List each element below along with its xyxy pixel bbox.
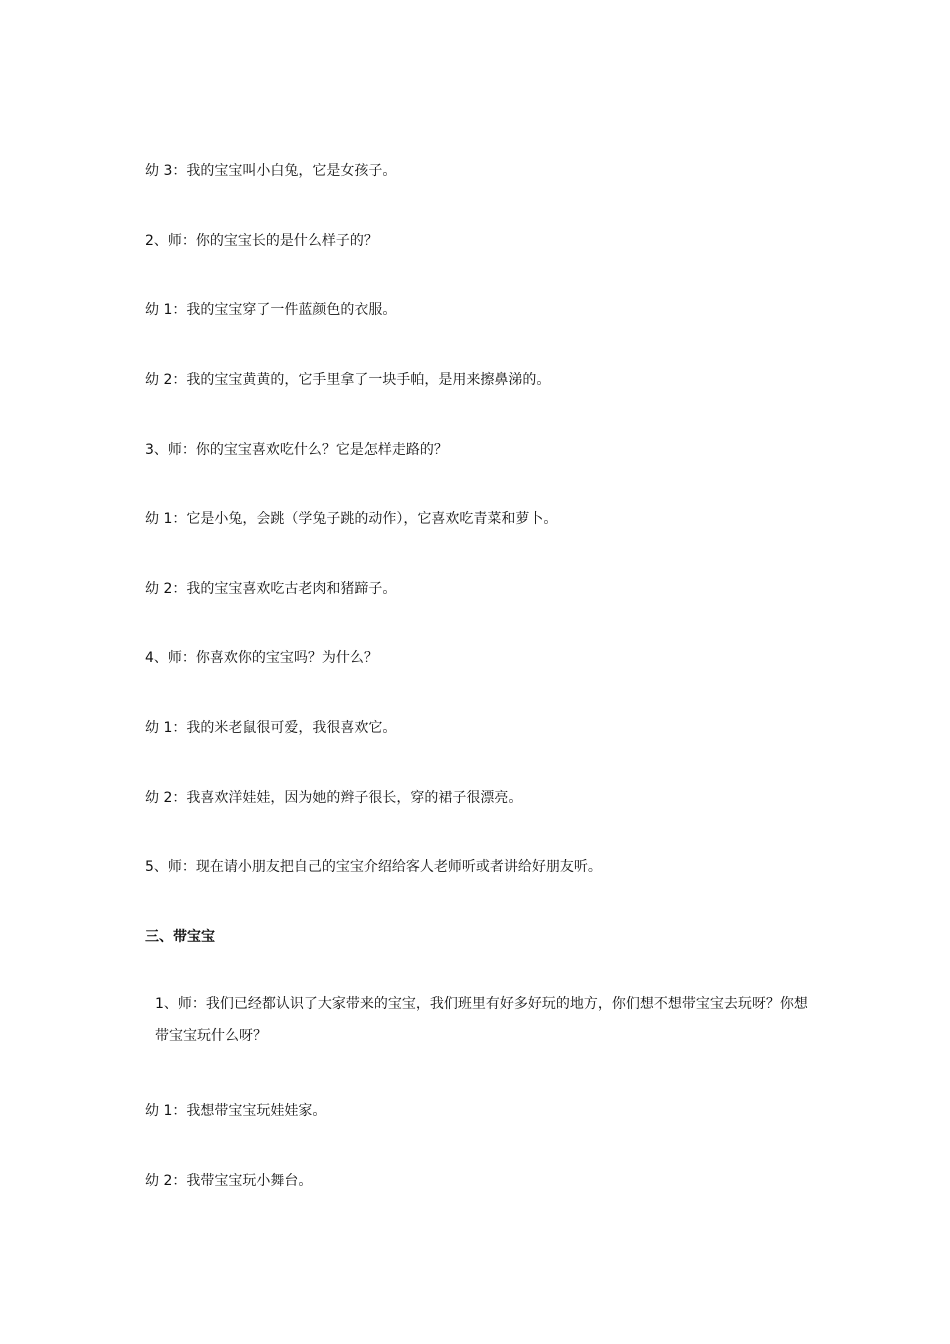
dialogue-line: 幼 2：我带宝宝玩小舞台。 (145, 1173, 313, 1189)
dialogue-line: 幼 3：我的宝宝叫小白兔，它是女孩子。 (145, 163, 397, 179)
dialogue-line: 幼 1：它是小兔，会跳（学兔子跳的动作），它喜欢吃青菜和萝卜。 (145, 511, 558, 527)
dialogue-line: 幼 1：我的宝宝穿了一件蓝颜色的衣服。 (145, 302, 397, 318)
dialogue-line: 3、师：你的宝宝喜欢吃什么？它是怎样走路的？ (145, 442, 448, 458)
dialogue-line: 4、师：你喜欢你的宝宝吗？为什么？ (145, 650, 378, 666)
dialogue-line: 2、师：你的宝宝长的是什么样子的？ (145, 233, 378, 249)
dialogue-line: 幼 2：我的宝宝黄黄的，它手里拿了一块手帕，是用来擦鼻涕的。 (145, 372, 551, 388)
section-heading: 三、带宝宝 (145, 929, 215, 945)
paragraph: 1、师：我们已经都认识了大家带来的宝宝，我们班里有好多好玩的地方，你们想不想带宝宝去玩呀？你想带宝宝玩什么呀？ (155, 996, 808, 1044)
dialogue-line: 5、师：现在请小朋友把自己的宝宝介绍给客人老师听或者讲给好朋友听。 (145, 859, 602, 875)
dialogue-line: 幼 2：我喜欢洋娃娃，因为她的辫子很长，穿的裙子很漂亮。 (145, 790, 523, 806)
dialogue-line: 幼 1：我想带宝宝玩娃娃家。 (145, 1103, 327, 1119)
dialogue-line: 幼 2：我的宝宝喜欢吃古老肉和猪蹄子。 (145, 581, 397, 597)
dialogue-line: 幼 1：我的米老鼠很可爱，我很喜欢它。 (145, 720, 397, 736)
